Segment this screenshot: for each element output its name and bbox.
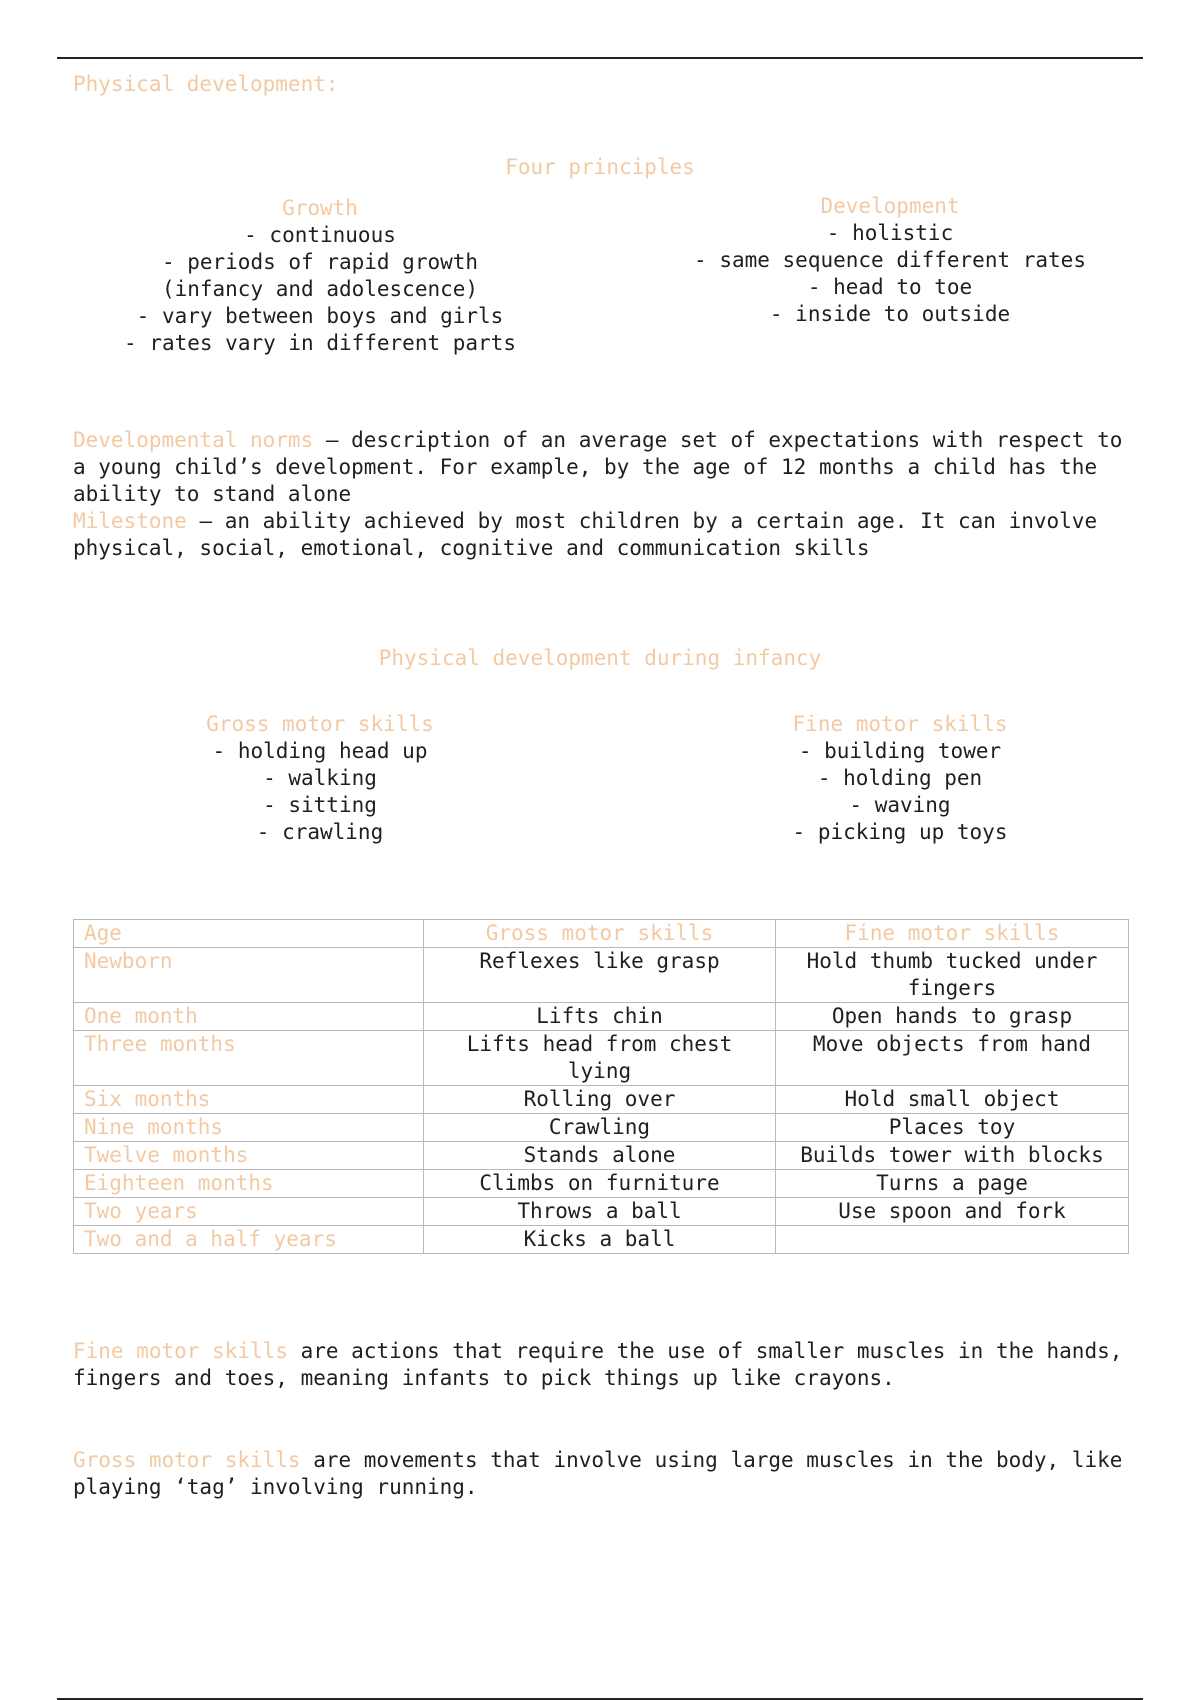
gross-line: - holding head up (212, 739, 428, 763)
development-column (650, 193, 1130, 328)
fine-cell: Move objects from hand (776, 1031, 1129, 1086)
development-line: - inside to outside (769, 302, 1011, 326)
age-cell: One month (74, 1003, 424, 1031)
table-row (74, 1198, 1129, 1226)
top-rule (57, 57, 1143, 59)
gross-cell: Rolling over (424, 1086, 776, 1114)
fine-motor-explanation (73, 1338, 1133, 1392)
milestone-text: – an ability achieved by most children by a certain age. It can involve physical, social, emotional, cognitive and communication skills (73, 509, 1098, 560)
fine-cell: Builds tower with blocks (776, 1142, 1129, 1170)
infancy-heading: Physical development during infancy (378, 646, 822, 670)
gross-line: - sitting (263, 793, 377, 817)
development-heading: Development (820, 194, 960, 218)
fine-cell: Places toy (776, 1114, 1129, 1142)
gross-cell: Kicks a ball (424, 1226, 776, 1254)
fine-line: - picking up toys (792, 820, 1008, 844)
norms-text: – description of an average set of expectations with respect to a young child’s development. For example, by the age of 12 months a child has the ability to stand alone (73, 428, 1123, 506)
table-row (74, 1142, 1129, 1170)
header-age: Age (74, 920, 424, 948)
gross-cell: Crawling (424, 1114, 776, 1142)
fine-text: are actions that require the use of smaller muscles in the hands, fingers and toes, meaning infants to pick things up like crayons. (73, 1339, 1123, 1390)
gross-heading: Gross motor skills (206, 712, 434, 736)
gross-line: - walking (263, 766, 377, 790)
age-cell: Nine months (74, 1114, 424, 1142)
growth-line: - continuous (244, 223, 396, 247)
development-line: - holistic (826, 221, 954, 245)
gross-column (120, 711, 520, 846)
motor-skills-table (73, 919, 1129, 1254)
table-row (74, 1003, 1129, 1031)
age-cell: Two years (74, 1198, 424, 1226)
gross-cell: Lifts chin (424, 1003, 776, 1031)
age-cell: Three months (74, 1031, 424, 1086)
gross-text: are movements that involve using large muscles in the body, like playing ‘tag’ involving running. (73, 1448, 1123, 1499)
fine-column (700, 711, 1100, 846)
development-line: - same sequence different rates (694, 248, 1086, 272)
table-row (74, 1170, 1129, 1198)
growth-line: - periods of rapid growth (161, 250, 479, 274)
fine-cell: Open hands to grasp (776, 1003, 1129, 1031)
norms-term: Developmental norms (73, 428, 314, 452)
fine-cell: Turns a page (776, 1170, 1129, 1198)
growth-line: (infancy and adolescence) (161, 277, 479, 301)
table-header-row (74, 920, 1129, 948)
age-cell: Newborn (74, 948, 424, 1003)
gross-line: - crawling (256, 820, 384, 844)
developmental-norms-definition (73, 427, 1133, 508)
milestone-definition (73, 508, 1133, 562)
growth-line: - vary between boys and girls (136, 304, 504, 328)
header-gross: Gross motor skills (424, 920, 776, 948)
table-row (74, 1031, 1129, 1086)
growth-heading: Growth (282, 196, 358, 220)
principles-heading: Four principles (505, 155, 695, 179)
gross-cell: Throws a ball (424, 1198, 776, 1226)
table-row (74, 948, 1129, 1003)
gross-cell: Lifts head from chest lying (424, 1031, 776, 1086)
header-fine: Fine motor skills (776, 920, 1129, 948)
gross-cell: Stands alone (424, 1142, 776, 1170)
table-row (74, 1114, 1129, 1142)
gross-cell: Climbs on furniture (424, 1170, 776, 1198)
table-row (74, 1086, 1129, 1114)
development-line: - head to toe (807, 275, 973, 299)
gross-cell: Reflexes like grasp (424, 948, 776, 1003)
fine-cell: Hold small object (776, 1086, 1129, 1114)
table-row (74, 1226, 1129, 1254)
fine-cell: Hold thumb tucked under fingers (776, 948, 1129, 1003)
gross-term: Gross motor skills (73, 1448, 301, 1472)
growth-line: - rates vary in different parts (124, 331, 516, 355)
age-cell: Two and a half years (74, 1226, 424, 1254)
age-cell: Six months (74, 1086, 424, 1114)
fine-line: - holding pen (817, 766, 983, 790)
fine-line: - waving (849, 793, 951, 817)
gross-motor-explanation (73, 1447, 1133, 1501)
fine-term: Fine motor skills (73, 1339, 288, 1363)
page-title: Physical development: (73, 72, 339, 96)
fine-cell (776, 1226, 1129, 1254)
growth-column (80, 195, 560, 357)
fine-heading: Fine motor skills (792, 712, 1008, 736)
fine-cell: Use spoon and fork (776, 1198, 1129, 1226)
age-cell: Twelve months (74, 1142, 424, 1170)
milestone-term: Milestone (73, 509, 187, 533)
age-cell: Eighteen months (74, 1170, 424, 1198)
fine-line: - building tower (798, 739, 1002, 763)
